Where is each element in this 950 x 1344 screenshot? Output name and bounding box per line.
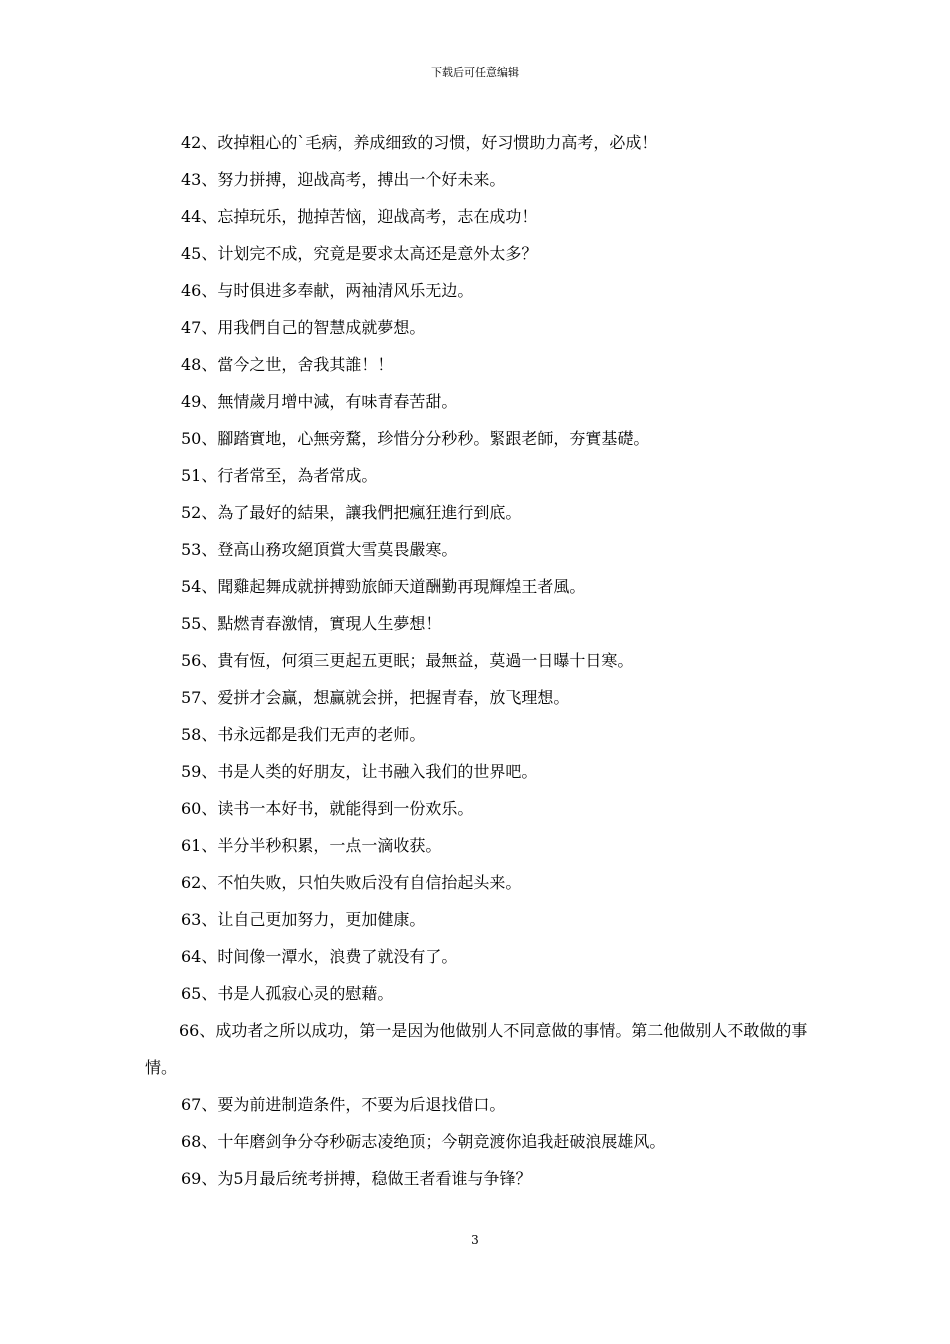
list-item: 47、用我們自己的智慧成就夢想。 bbox=[181, 318, 426, 337]
list-item: 52、為了最好的結果，讓我們把瘋狂進行到底。 bbox=[181, 503, 522, 522]
list-item: 51、行者常至，為者常成。 bbox=[181, 466, 378, 485]
list-item: 49、無情歲月增中減，有味青春苦甜。 bbox=[181, 392, 458, 411]
list-item: 43、努力拼搏，迎战高考，搏出一个好未来。 bbox=[181, 170, 506, 189]
list-item: 60、读书一本好书，就能得到一份欢乐。 bbox=[181, 799, 474, 818]
list-item: 53、登高山務攻絕頂賞大雪莫畏嚴寒。 bbox=[181, 540, 458, 559]
list-item: 61、半分半秒积累，一点一滴收获。 bbox=[181, 836, 442, 855]
list-item: 48、當今之世，舍我其誰！！ bbox=[181, 355, 394, 374]
list-item: 59、书是人类的好朋友，让书融入我们的世界吧。 bbox=[181, 762, 538, 781]
list-item: 56、貴有恆，何須三更起五更眠；最無益，莫過一日曝十日寒。 bbox=[181, 651, 634, 670]
list-item: 50、腳踏實地，心無旁騖，珍惜分分秒秒。緊跟老師，夯實基礎。 bbox=[181, 429, 650, 448]
list-item: 58、书永远都是我们无声的老师。 bbox=[181, 725, 426, 744]
list-item: 69、为5月最后统考拼搏，稳做王者看谁与争锋？ bbox=[181, 1169, 532, 1188]
list-item: 54、聞雞起舞成就拼搏勁旅師天道酬勤再現輝煌王者風。 bbox=[181, 577, 586, 596]
document-body bbox=[145, 124, 810, 1197]
list-item: 65、书是人孤寂心灵的慰藉。 bbox=[181, 984, 394, 1003]
list-item: 63、让自己更加努力，更加健康。 bbox=[181, 910, 426, 929]
list-item: 46、与时俱进多奉献，两袖清风乐无边。 bbox=[181, 281, 474, 300]
list-item: 55、點燃青春激情，實現人生夢想！ bbox=[181, 614, 442, 633]
list-item: 42、改掉粗心的`毛病，养成细致的习惯，好习惯助力高考，必成！ bbox=[181, 133, 658, 152]
list-item: 44、忘掉玩乐，抛掉苦恼，迎战高考，志在成功！ bbox=[181, 207, 538, 226]
page-header-note: 下载后可任意编辑 bbox=[431, 66, 519, 79]
list-item: 57、爱拼才会赢，想赢就会拼，把握青春，放飞理想。 bbox=[181, 688, 570, 707]
page-number: 3 bbox=[471, 1233, 479, 1247]
list-item: 67、要为前进制造条件，不要为后退找借口。 bbox=[181, 1095, 506, 1114]
list-item: 45、计划完不成，究竟是要求太高还是意外太多？ bbox=[181, 244, 538, 263]
list-item: 66、成功者之所以成功，第一是因为他做别人不同意做的事情。第二他做别人不敢做的事情。 bbox=[145, 1021, 808, 1077]
list-item: 64、时间像一潭水，浪费了就没有了。 bbox=[181, 947, 458, 966]
list-item: 68、十年磨剑争分夺秒砺志凌绝顶；今朝竞渡你追我赶破浪展雄风。 bbox=[181, 1132, 666, 1151]
list-item: 62、不怕失败，只怕失败后没有自信抬起头来。 bbox=[181, 873, 522, 892]
